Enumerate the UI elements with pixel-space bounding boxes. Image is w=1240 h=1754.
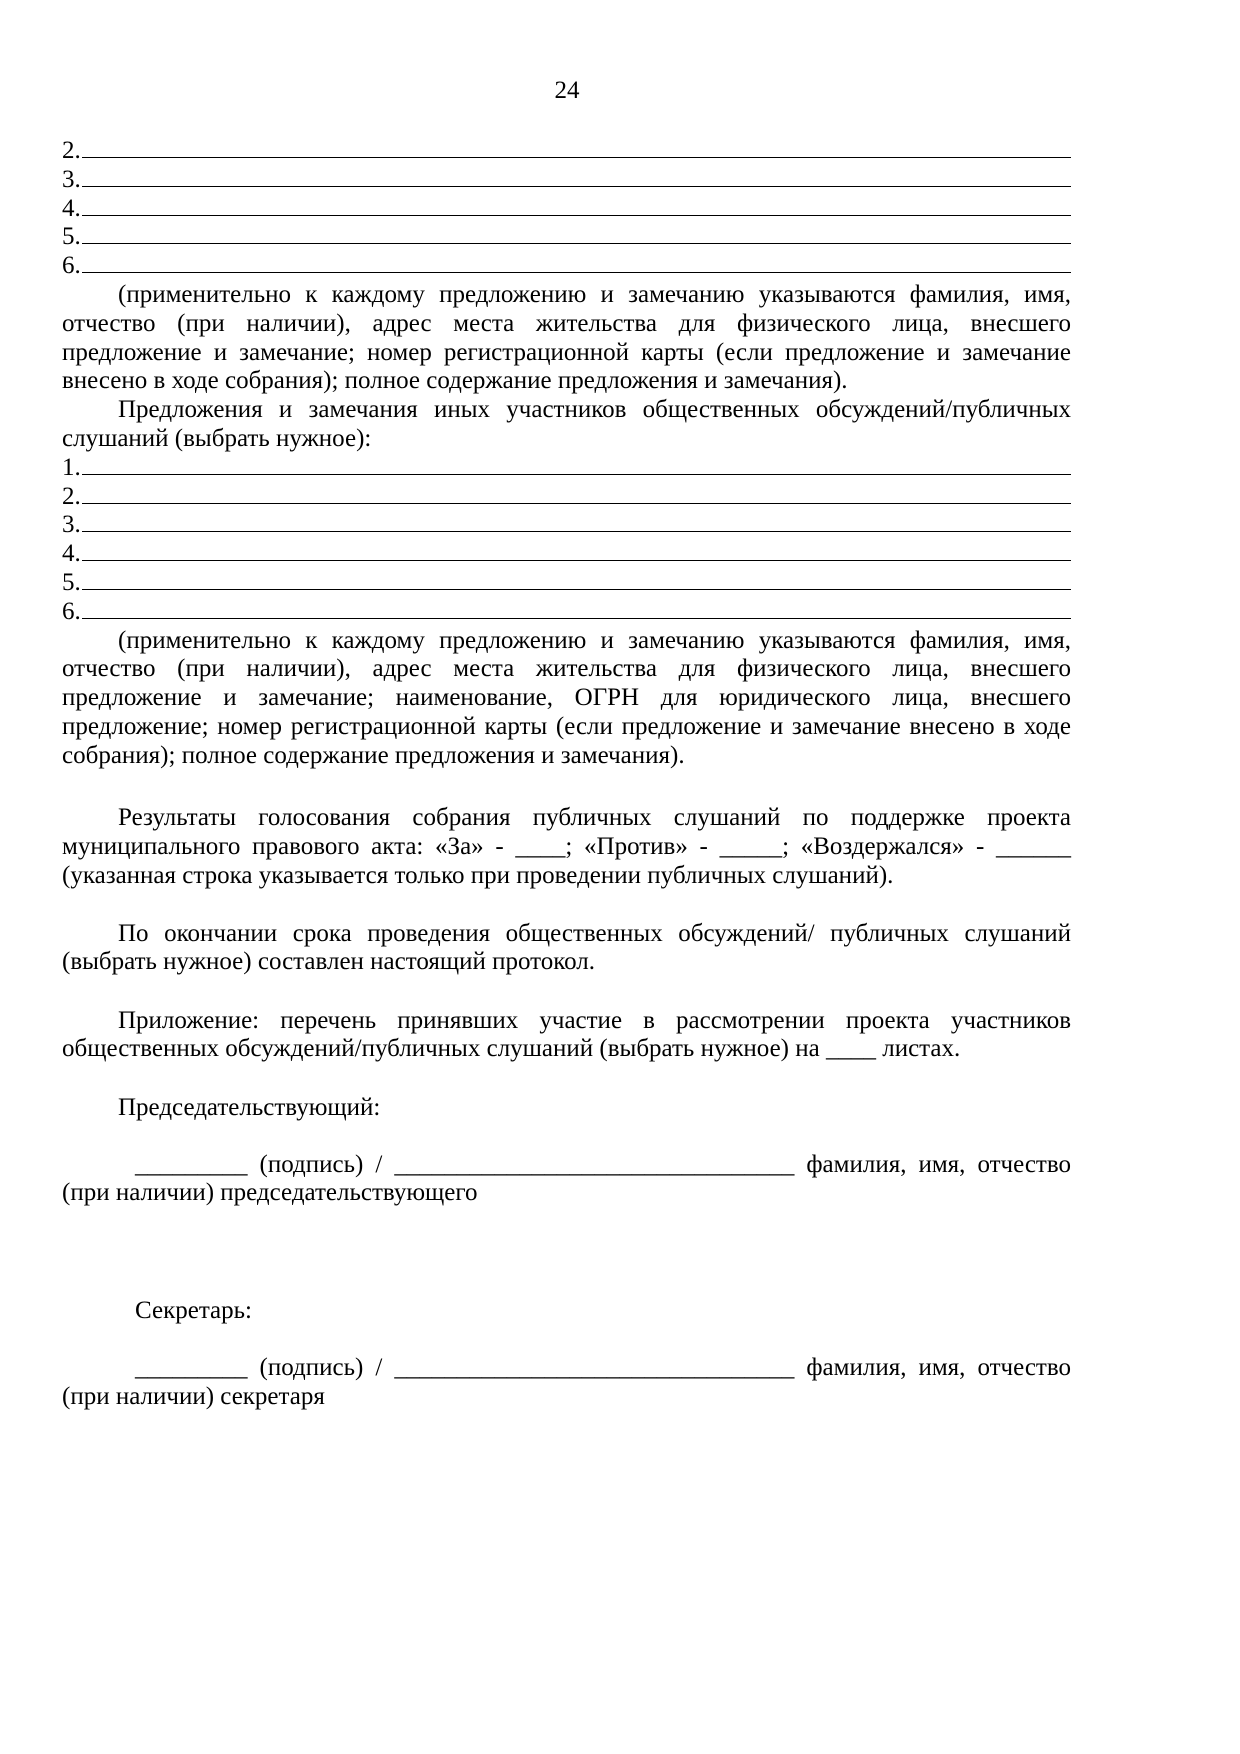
paragraph-line: (применительно к каждому предложению и замечанию указываются фамилия, имя, (118, 281, 1071, 308)
blank-line (62, 539, 1071, 568)
item-number: 6. (62, 252, 81, 279)
paragraph-line: По окончании срока проведения общественных обсуждений/ публичных слушаний (118, 920, 1071, 947)
fill-line (82, 194, 1071, 216)
item-number: 3. (62, 166, 81, 193)
blank-line (62, 165, 1071, 194)
fill-line (82, 136, 1071, 158)
blank-line (62, 251, 1071, 280)
paragraph-line: Приложение: перечень принявших участие в рассмотрении проекта участников (118, 1007, 1071, 1034)
fill-line (82, 597, 1071, 619)
paragraph-line: (применительно к каждому предложению и замечанию указываются фамилия, имя, (118, 627, 1071, 654)
blank-line (62, 194, 1071, 223)
chair-label: Председательствующий: (118, 1094, 381, 1121)
page-number: 24 (554, 77, 580, 104)
fill-line (82, 510, 1071, 532)
chair-signature-line: _________ (подпись) / ________________________________ фамилия, имя, отчество (135, 1151, 1071, 1178)
paragraph-line: (указанная строка указывается только при проведении публичных слушаний). (62, 862, 894, 889)
paragraph-line: Предложения и замечания иных участников общественных обсуждений/публичных (118, 396, 1071, 423)
blank-line (62, 222, 1071, 251)
paragraph-line: предложение и замечание; наименование, ОГРН для юридического лица, внесшего (62, 684, 1071, 711)
secretary-signature-caption: (при наличии) секретаря (62, 1383, 325, 1410)
paragraph-line: общественных обсуждений/публичных слушаний (выбрать нужное) на ____ листах. (62, 1035, 961, 1062)
blank-line (62, 597, 1071, 626)
fill-line (82, 539, 1071, 561)
item-number: 4. (62, 540, 81, 567)
item-number: 6. (62, 598, 81, 625)
paragraph-line: предложение и замечание; номер регистрационной карты (если предложение и замечание (62, 339, 1071, 366)
item-number: 5. (62, 223, 81, 250)
blank-line (62, 136, 1071, 165)
paragraph-line: собрания); полное содержание предложения и замечания). (62, 742, 685, 769)
blank-line (62, 453, 1071, 482)
blank-line (62, 568, 1071, 597)
fill-line (82, 482, 1071, 504)
item-number: 2. (62, 137, 81, 164)
fill-line (82, 165, 1071, 187)
fill-line (82, 453, 1071, 475)
blank-line (62, 510, 1071, 539)
chair-signature-caption: (при наличии) председательствующего (62, 1179, 478, 1206)
paragraph-line: отчество (при наличии), адрес места жительства для физического лица, внесшего (62, 310, 1071, 337)
item-number: 4. (62, 195, 81, 222)
item-number: 2. (62, 483, 81, 510)
fill-line (82, 568, 1071, 590)
paragraph-line: внесено в ходе собрания); полное содержание предложения и замечания). (62, 367, 848, 394)
secretary-label: Секретарь: (135, 1297, 252, 1324)
paragraph-line: предложение; номер регистрационной карты (если предложение и замечание внесено в ходе (62, 713, 1071, 740)
fill-line (82, 222, 1071, 244)
blank-line (62, 482, 1071, 511)
fill-line (82, 251, 1071, 273)
item-number: 5. (62, 569, 81, 596)
paragraph-line: слушаний (выбрать нужное): (62, 425, 372, 452)
paragraph-line: (выбрать нужное) составлен настоящий протокол. (62, 948, 596, 975)
paragraph-line: отчество (при наличии), адрес места жительства для физического лица, внесшего (62, 655, 1071, 682)
secretary-signature-line: _________ (подпись) / ________________________________ фамилия, имя, отчество (135, 1354, 1071, 1381)
paragraph-line: муниципального правового акта: «За» - ____; «Против» - _____; «Воздержался» - ______ (62, 833, 1071, 860)
item-number: 3. (62, 511, 81, 538)
paragraph-line: Результаты голосования собрания публичных слушаний по поддержке проекта (118, 804, 1071, 831)
item-number: 1. (62, 454, 81, 481)
